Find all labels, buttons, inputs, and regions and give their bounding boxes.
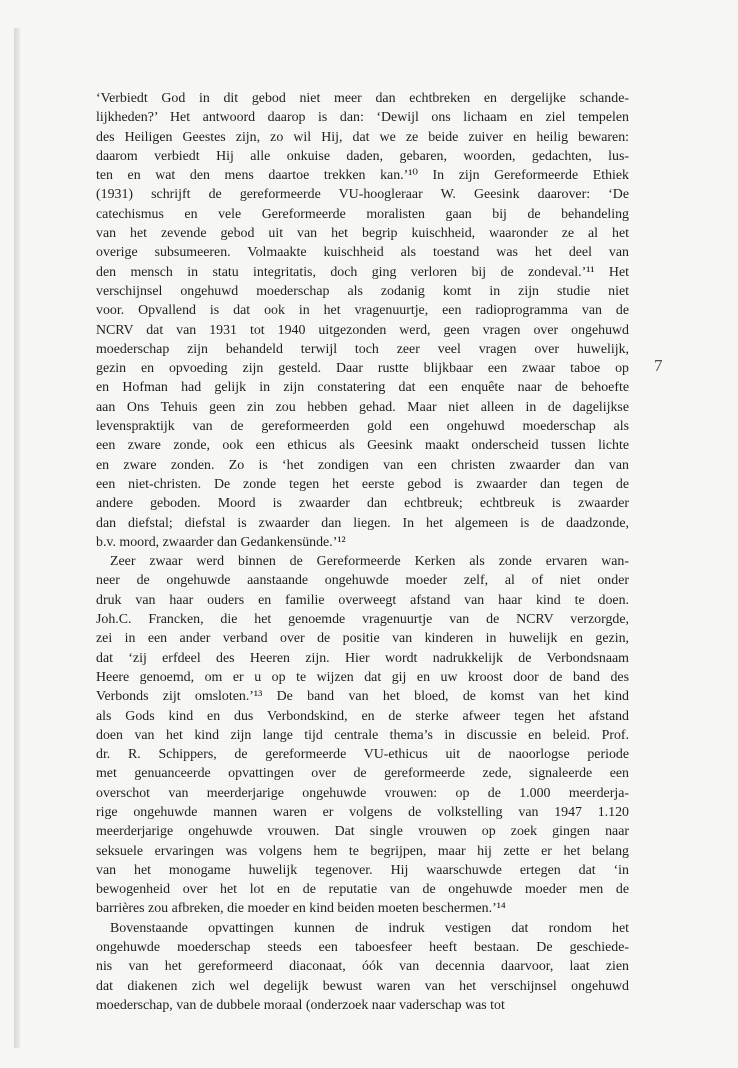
page-number: 7 xyxy=(654,356,663,375)
text-line: en Hofman had gelijk in zijn constatering dat een enquête naar de behoefte xyxy=(96,380,629,396)
text-line: nis van het gereformeerd diaconaat, óók van decennia daarvoor, laat zien xyxy=(96,959,629,975)
text-line: dr. R. Schippers, de gereformeerde VU-ethicus uit de naoorlogse periode xyxy=(96,747,629,763)
text-line: des Heiligen Geestes zijn, zo wil Hij, dat we ze beide zuiver en heilig bewaren: xyxy=(96,129,629,145)
text-line: seksuele ervaringen was volgens hem te begrijpen, maar hij zette er het belang xyxy=(96,843,629,859)
page-binding-shadow xyxy=(14,28,20,1048)
text-line: moederschap zijn behandeld terwijl toch zeer veel vragen over huwelijk, xyxy=(96,341,629,357)
text-line: Heere genoemd, om er u op te wijzen dat gij en uw kroost door de band des xyxy=(96,669,629,685)
text-line: moederschap, van de dubbele moraal (onderzoek naar vaderschap was tot xyxy=(96,997,505,1013)
text-line: ‘Verbiedt God in dit gebod niet meer dan echtbreken en dergelijke schande- xyxy=(96,91,629,106)
text-line: daarom verbiedt Hij alle onkuise daden, gebaren, woorden, gedachten, lus- xyxy=(96,148,629,164)
text-line: andere geboden. Moord is zwaarder dan echtbreuk; echtbreuk is zwaarder xyxy=(96,496,629,512)
text-line: bewogenheid over het lot en de reputatie van de ongehuwde moeder men de xyxy=(96,882,629,898)
text-line: zei in een ander verband over de positie van kinderen in huwelijk en gezin, xyxy=(96,631,629,647)
text-line: dan diefstal; diefstal is zwaarder dan liegen. In het algemeen is de daadzonde, xyxy=(96,515,629,531)
text-line: catechismus en vele Gereformeerde moralisten gaan bij de behandeling xyxy=(96,206,629,222)
text-line: een niet-christen. De zonde tegen het eerste gebod is zwaarder dan tegen de xyxy=(96,476,629,492)
text-line: meerderjarige ongehuwde vrouwen. Dat single vrouwen op zoek gingen naar xyxy=(96,824,629,840)
text-line: ongehuwde moederschap steeds een taboesfeer heeft bestaan. De geschiede- xyxy=(96,940,629,956)
paragraph xyxy=(96,89,629,552)
text-line: NCRV dat van 1931 tot 1940 uitgezonden werd, geen vragen over ongehuwd xyxy=(96,322,629,338)
text-line: van het monogame huwelijk tegenover. Hij waarschuwde ertegen dat ‘in xyxy=(96,862,629,878)
text-line: van het zevende gebod uit van het begrip kuischheid, waaronder ze al het xyxy=(96,226,629,242)
text-line: Zeer zwaar werd binnen de Gereformeerde Kerken als zonde ervaren wan- xyxy=(110,554,629,570)
text-line: en zware zonden. Zo is ‘het zondigen van een christen zwaarder dan van xyxy=(96,457,629,473)
body-text xyxy=(96,89,629,1015)
text-line: b.v. moord, zwaarder dan Gedankensünde.’¹² xyxy=(96,534,346,550)
text-line: dat diakenen zich wel degelijk bewust waren van het verschijnsel ongehuwd xyxy=(96,978,629,994)
text-line: als Gods kind en dus Verbondskind, en de sterke afweer tegen het afstand xyxy=(96,708,629,724)
text-line: met genuanceerde opvattingen over de gereformeerde zede, signaleerde een xyxy=(96,766,629,782)
text-line: dat ‘zij erfdeel des Heeren zijn. Hier wordt nadrukkelijk de Verbondsnaam xyxy=(96,650,629,666)
text-line: ten en wat den mens daartoe trekken kan.’¹⁰ In zijn Gereformeerde Ethiek xyxy=(96,168,629,184)
text-line: rige ongehuwde mannen waren er volgens de volkstelling van 1947 1.120 xyxy=(96,804,629,820)
text-line: Verbonds zijt omsloten.’¹³ De band van het bloed, de komst van het kind xyxy=(96,689,629,705)
text-line: voor. Opvallend is dat ook in het vragenuurtje, een radioprogramma van de xyxy=(96,303,629,319)
text-line: den mensch in statu integritatis, doch ging verloren bij de zondeval.’¹¹ Het xyxy=(96,264,629,280)
paragraph xyxy=(96,552,629,919)
text-line: doen van het kind zijn lange tijd centrale thema’s in discussie en beleid. Prof. xyxy=(96,727,629,743)
text-line: verschijnsel ongehuwd moederschap als zodanig komt in zijn studie niet xyxy=(96,283,629,299)
text-line: overschot van meerderjarige ongehuwde vrouwen: op de 1.000 meerderja- xyxy=(96,785,629,801)
text-line: lijkheden?’ Het antwoord daarop is dan: ‘Dewijl ons lichaam en ziel tempelen xyxy=(96,110,629,126)
text-line: overige subsumeeren. Volmaakte kuischheid als toestand was het deel van xyxy=(96,245,629,261)
text-line: barrières zou afbreken, die moeder en kind beiden moeten beschermen.’¹⁴ xyxy=(96,901,506,917)
text-line: een zware zonde, ook een ethicus als Geesink maakt onderscheid tussen lichte xyxy=(96,438,629,454)
text-line: neer de ongehuwde aanstaande ongehuwde moeder zelf, al of niet onder xyxy=(96,573,629,589)
text-line: Joh.C. Francken, die het genoemde vragenuurtje van de NCRV verzorgde, xyxy=(96,612,629,628)
paragraph xyxy=(96,919,629,1015)
text-line: levenspraktijk van de gereformeerden gold een ongehuwd moederschap als xyxy=(96,419,629,435)
text-line: (1931) schrijft de gereformeerde VU-hoogleraar W. Geesink daarover: ‘De xyxy=(96,187,629,203)
text-line: druk van haar ouders en familie overweegt afstand van haar kind te doen. xyxy=(96,592,629,608)
text-line: aan Ons Tehuis geen zin zou hebben gehad. Maar niet alleen in de dagelijkse xyxy=(96,399,629,415)
text-line: Bovenstaande opvattingen kunnen de indruk vestigen dat rondom het xyxy=(110,920,629,936)
text-line: gezin en opvoeding zijn gesteld. Daar rustte blijkbaar een zwaar taboe op xyxy=(96,361,629,377)
